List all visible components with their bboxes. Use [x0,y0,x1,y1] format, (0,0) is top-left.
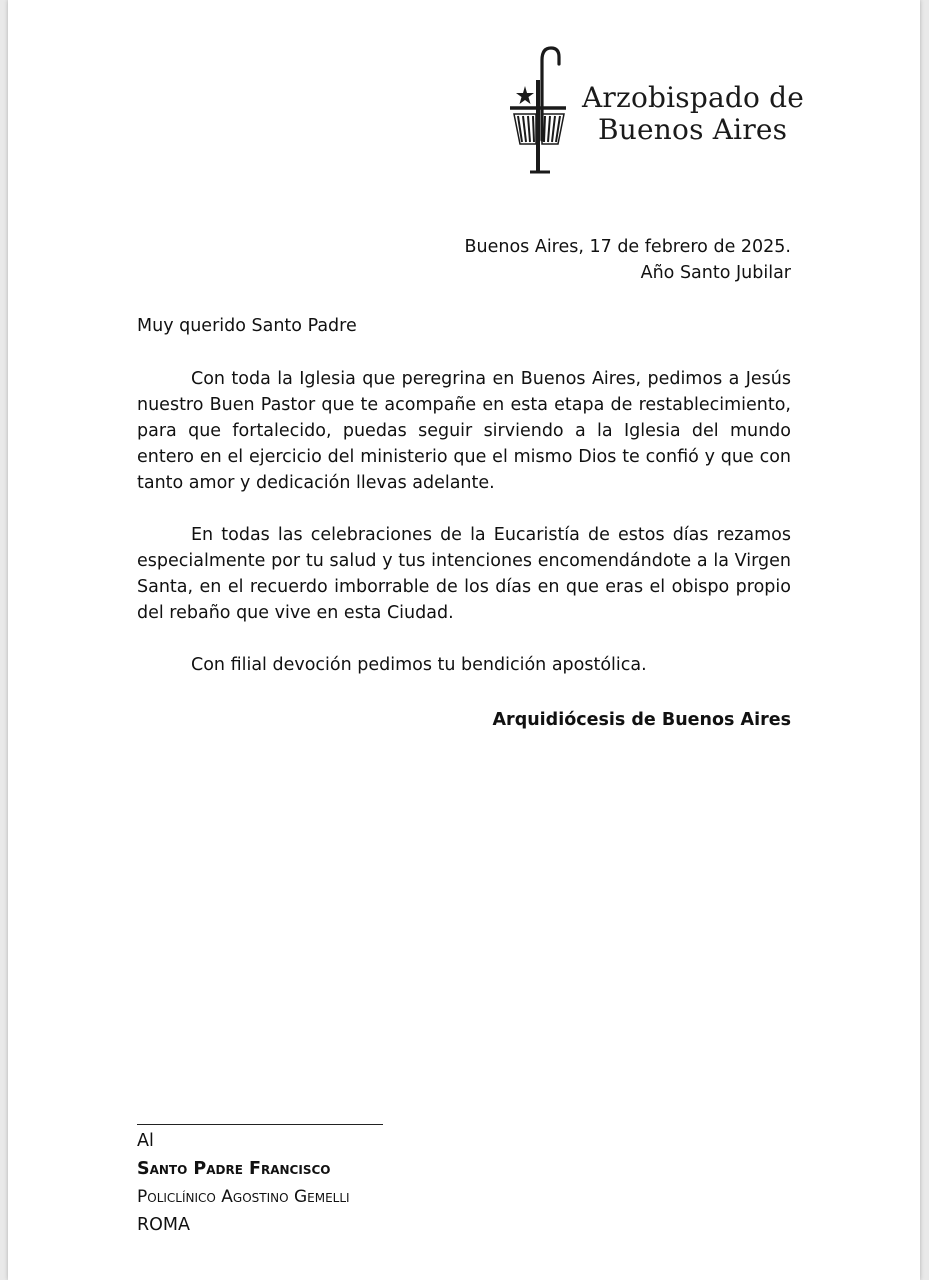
body-paragraph: Con toda la Iglesia que peregrina en Buenos Aires, pedimos a Jesús nuestro Buen Pastor que te acompañe en esta etapa de restablecimiento, para que fortalecido, puedas seguir sirviendo a la Iglesia del mundo entero en el ejercicio del ministerio que el mismo Dios te confió y que con tanto amor y dedicación llevas adelante. [137,369,791,493]
letterhead-logo [500,44,810,178]
letter-body [137,366,791,704]
addressee-block [137,1127,350,1239]
letter-page [8,0,920,1280]
letterhead-line-1: Arzobispado de [582,81,805,114]
letterhead-line-2: Buenos Aires [598,113,788,146]
dateline [465,234,792,286]
body-paragraph: En todas las celebraciones de la Eucaristía de estos días rezamos especialmente por tu salud y tus intenciones encomendándote a la Virgen Santa, en el recuerdo imborrable de los días en que eras el obispo propio del rebaño que vive en esta Ciudad. [137,525,791,623]
letterhead-title [582,82,804,146]
salutation: Muy querido Santo Padre [137,316,357,336]
crozier-cross-emblem-icon [500,44,572,178]
body-paragraph: Con filial devoción pedimos tu bendición apostólica. [191,655,647,675]
addressee-institution: Policlínico Agostino Gemelli [137,1187,350,1207]
jubilee-text: Año Santo Jubilar [640,263,791,283]
signature: Arquidiócesis de Buenos Aires [492,710,791,730]
addressee-city: ROMA [137,1215,191,1235]
addressee-name: Santo Padre Francisco [137,1159,331,1179]
date-text: Buenos Aires, 17 de febrero de 2025. [464,237,791,257]
addressee-prefix: Al [137,1131,154,1151]
addressee-divider [137,1124,383,1125]
